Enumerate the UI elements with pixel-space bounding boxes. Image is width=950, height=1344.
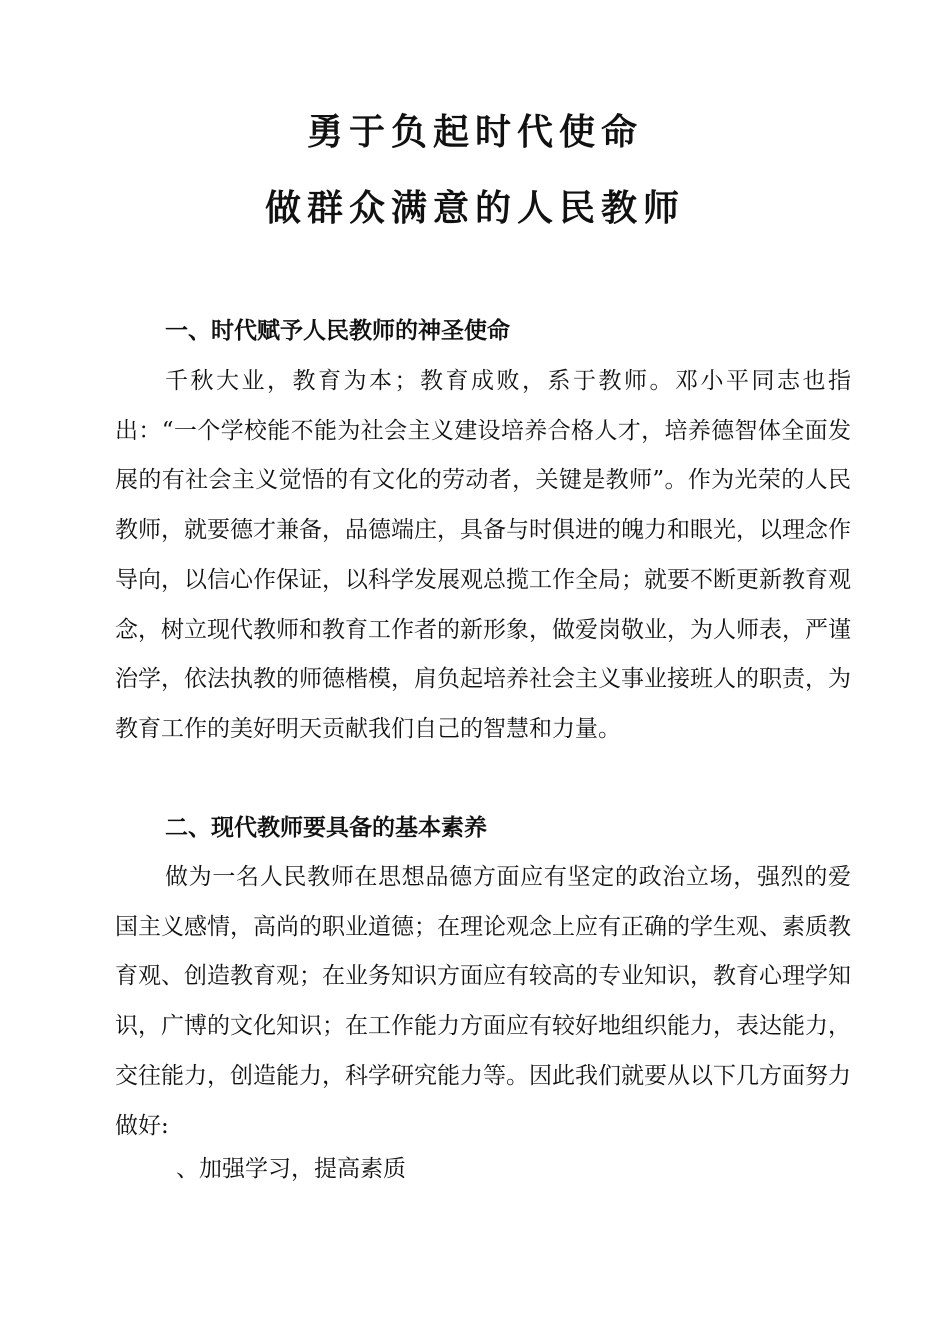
title-line-2: 做群众满意的人民教师: [264, 187, 685, 229]
section-1-paragraph: 千秋大业，教育为本；教育成败，系于教师。邓小平同志也指出：“一个学校能不能为社会主义建设培养合格人才，培养德智体全面发展的有社会主义觉悟的有文化的劳动者，关键是教师”。作为光荣的人民教师，就要德才兼备，品德端庄，具备与时俱进的魄力和眼光，以理念作导向，以信心作保证，以科学发展观总揽工作全局；就要不断更新教育观念，树立现代教师和教育工作者的新形象，做爱岗敬业，为人师表，严谨治学，依法执教的师德楷模，肩负起培养社会主义事业接班人的职责，为教育工作的美好明天贡献我们自己的智慧和力量。: [115, 368, 851, 742]
title-line-1: 勇于负起时代使命: [306, 111, 643, 153]
section-2-subheading: 、加强学习，提高素质: [176, 1156, 406, 1182]
section-1-heading: 一、时代赋予人民教师的神圣使命: [165, 318, 510, 344]
section-2-paragraph: 做为一名人民教师在思想品德方面应有坚定的政治立场，强烈的爱国主义感情，高尚的职业道德；在理论观念上应有正确的学生观、素质教育观、创造教育观；在业务知识方面应有较高的专业知识，教育心理学知识，广博的文化知识；在工作能力方面应有较好地组织能力，表达能力，交往能力，创造能力，科学研究能力等。因此我们就要从以下几方面努力做好:: [115, 864, 851, 1139]
section-2-heading: 二、现代教师要具备的基本素养: [165, 815, 487, 841]
